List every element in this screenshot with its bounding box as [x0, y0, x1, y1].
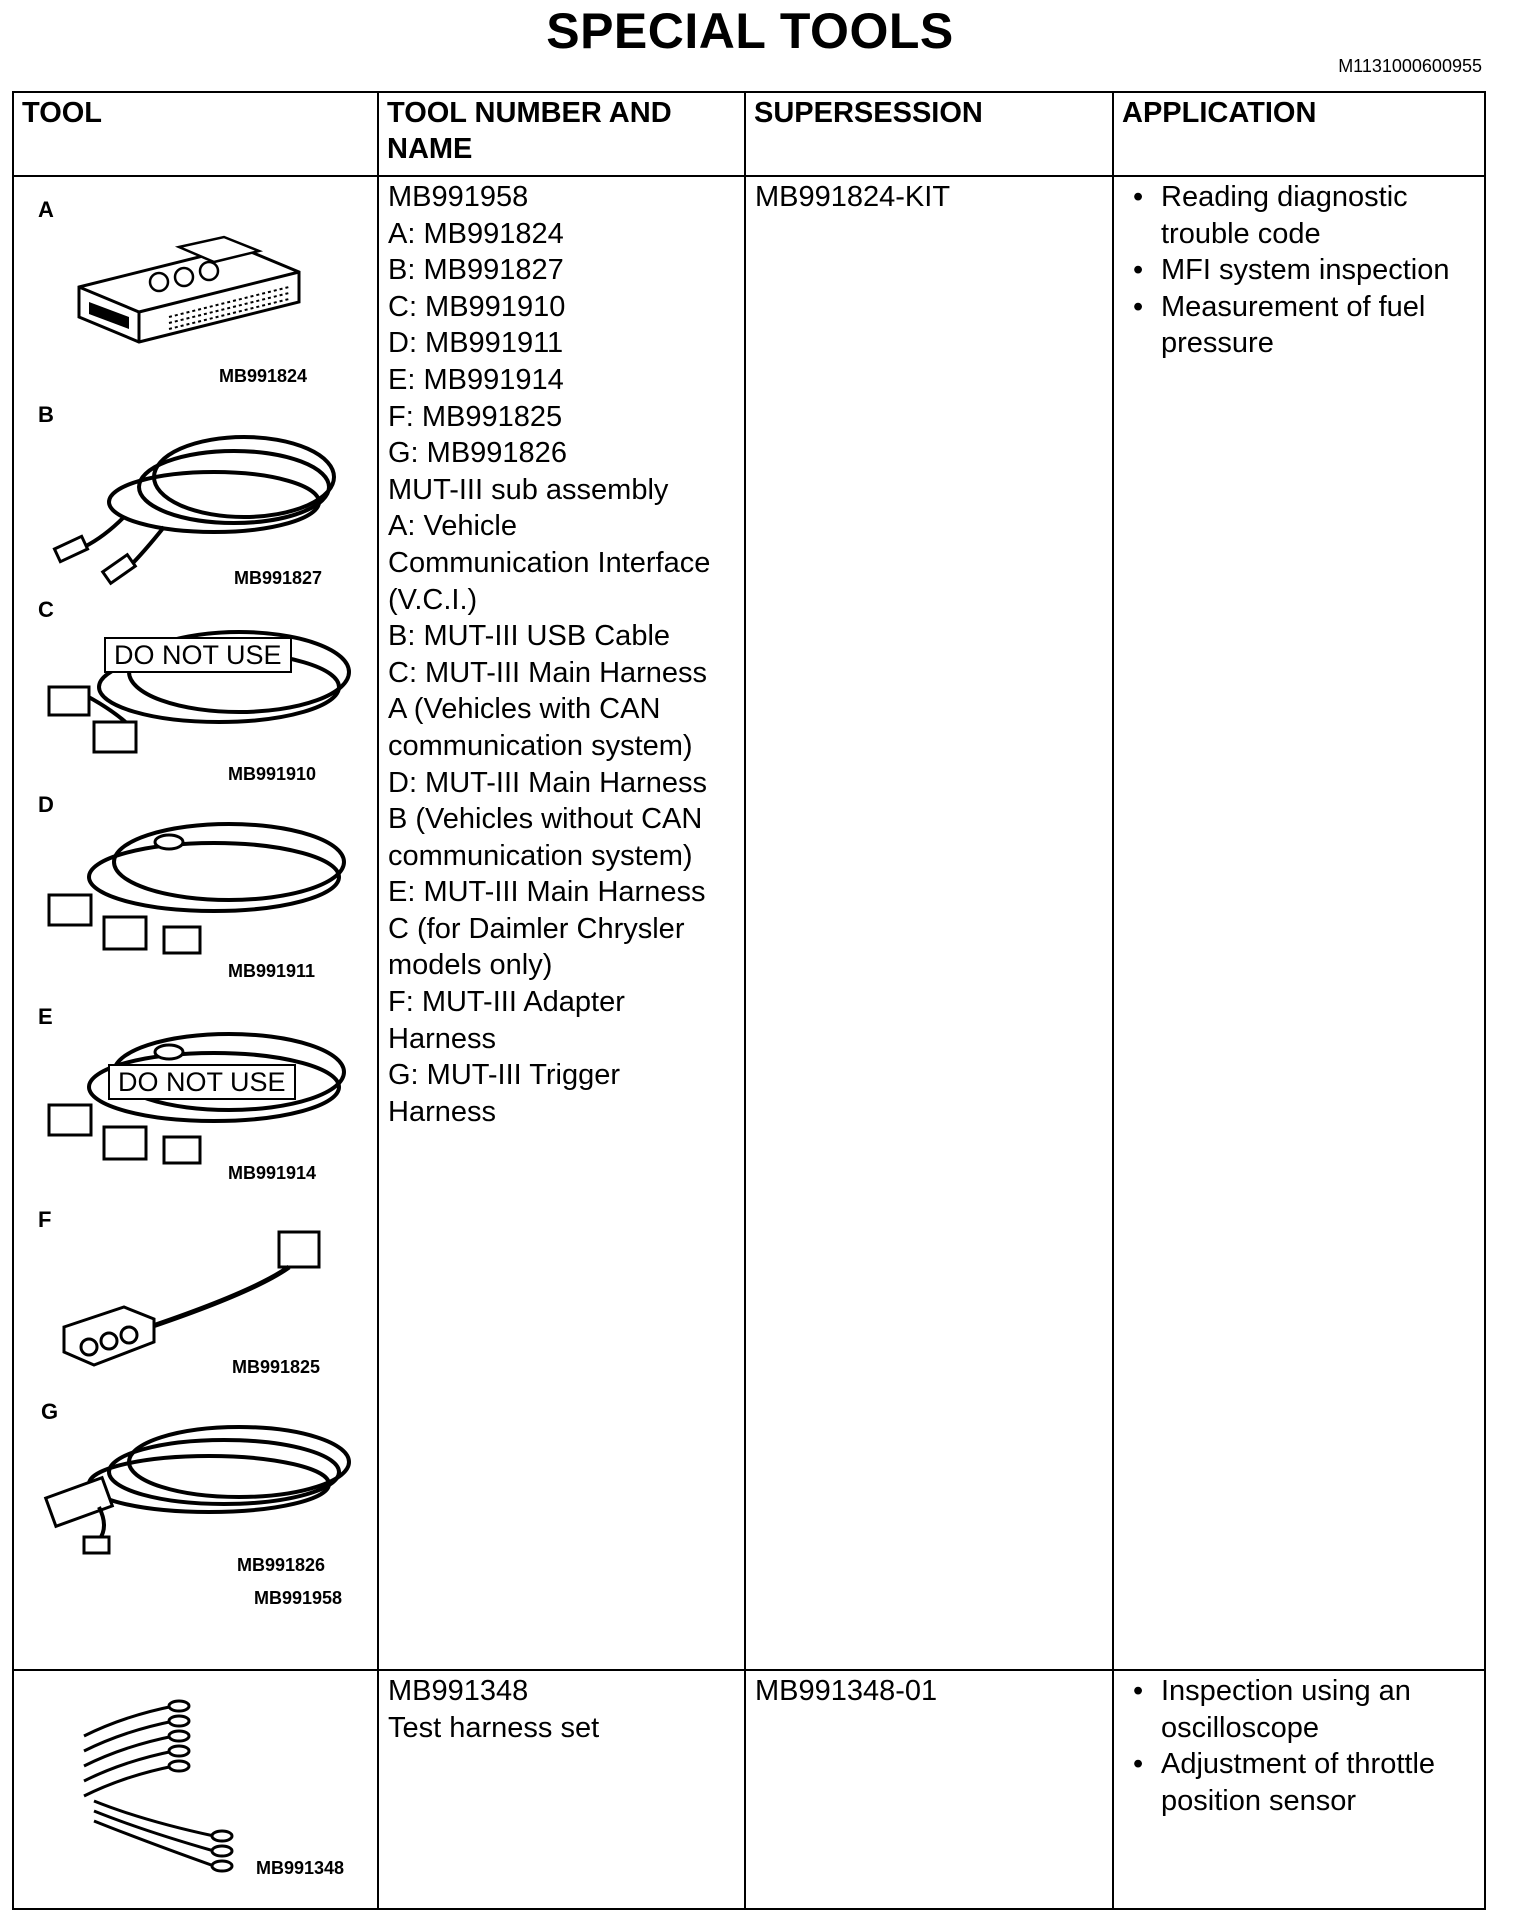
name-line: B (Vehicles without CAN [388, 803, 703, 836]
header-supersession: SUPERSESSION [745, 92, 1113, 176]
tool-letter-f: F [38, 1207, 52, 1232]
application-text: • Reading diagnostic [1161, 181, 1408, 213]
application-text: • Measurement of fuel [1161, 290, 1426, 323]
name-line: A: Vehicle [388, 510, 517, 543]
supersession-value: MB991824-KIT [755, 181, 951, 213]
header-tool: TOOL [13, 92, 378, 176]
supersession-value: MB991348-01 [755, 1675, 938, 1707]
name-line: E: MUT-III Main Harness [388, 876, 706, 909]
main-harness-a-illustration-icon [39, 607, 359, 767]
application-list [1123, 179, 1475, 362]
application-text: pressure [1161, 327, 1274, 360]
application-text: • MFI system inspection [1161, 254, 1450, 287]
list-item [1123, 179, 1475, 252]
do-not-use-warning-e: DO NOT USE [108, 1064, 296, 1100]
name-line: F: MB991825 [388, 400, 563, 433]
name-line: communication system) [388, 729, 693, 762]
name-line: A: MB991824 [388, 217, 564, 250]
header-tool-number-and-name: TOOL NUMBER AND NAME [378, 92, 745, 176]
name-line: E: MB991914 [388, 363, 564, 396]
table-row [13, 1670, 1485, 1909]
application-text: oscilloscope [1161, 1711, 1319, 1744]
application-cell [1113, 1670, 1485, 1909]
header-application: APPLICATION [1113, 92, 1485, 176]
tool-number-and-name-cell [378, 176, 745, 1670]
name-line: D: MUT-III Main Harness [388, 766, 708, 799]
name-line: C: MB991910 [388, 290, 566, 323]
list-item [1123, 1746, 1475, 1819]
name-line: MB991958 [388, 181, 529, 213]
document-id: M1131000600955 [1338, 56, 1482, 76]
adapter-harness-illustration-icon [54, 1217, 344, 1377]
name-line: Communication Interface [388, 546, 711, 579]
trigger-harness-illustration-icon [39, 1412, 359, 1562]
name-line: Harness [388, 1095, 496, 1128]
application-text: trouble code [1161, 217, 1321, 250]
tool-code-a: MB991824 [219, 366, 308, 386]
name-line: C: MUT-III Main Harness [388, 656, 708, 689]
supersession-cell [745, 176, 1113, 1670]
table-row [13, 176, 1485, 1670]
tool-number-and-name-cell [378, 1670, 745, 1909]
tool-images-cell [13, 176, 378, 1670]
tool-letter-b: B [38, 402, 54, 427]
name-line: A (Vehicles with CAN [388, 693, 661, 726]
application-list [1123, 1673, 1475, 1819]
tool-code-c: MB991910 [228, 764, 317, 784]
list-item [1123, 289, 1475, 362]
special-tools-table [12, 91, 1486, 1910]
tool-code-test-harness: MB991348 [256, 1858, 345, 1878]
supersession-cell [745, 1670, 1113, 1909]
name-line: MUT-III sub assembly [388, 473, 669, 506]
usb-cable-illustration-icon [44, 417, 344, 577]
main-harness-b-illustration-icon [39, 807, 359, 967]
name-line: B: MB991827 [388, 254, 564, 287]
application-cell [1113, 176, 1485, 1670]
tool-letter-c: C [38, 597, 54, 622]
name-line: G: MUT-III Trigger [388, 1059, 621, 1092]
application-text: • Adjustment of throttle [1161, 1748, 1436, 1781]
tool-letter-d: D [38, 792, 54, 817]
table-header-row [13, 92, 1485, 176]
name-line: D: MB991911 [388, 327, 564, 360]
do-not-use-warning-c: DO NOT USE [104, 637, 292, 673]
tool-code-b: MB991827 [234, 568, 323, 588]
name-line: F: MUT-III Adapter [388, 986, 625, 1019]
name-line: G: MB991826 [388, 437, 567, 470]
name-line: Test harness set [388, 1711, 600, 1744]
tool-code-g: MB991826 [237, 1555, 326, 1575]
tool-code-e: MB991914 [228, 1163, 317, 1183]
tool-images-cell [13, 1670, 378, 1909]
name-line: (V.C.I.) [388, 583, 478, 616]
tool-code-d: MB991911 [228, 961, 316, 981]
name-line: B: MUT-III USB Cable [388, 620, 671, 653]
name-line: Harness [388, 1022, 496, 1055]
name-line: models only) [388, 949, 553, 982]
kit-code: MB991958 [254, 1588, 343, 1608]
tool-letter-g: G [41, 1399, 59, 1424]
vci-device-illustration-icon [59, 217, 319, 357]
application-text: position sensor [1161, 1784, 1357, 1817]
tool-letter-a: A [38, 197, 54, 222]
list-item [1123, 252, 1475, 289]
page-title: SPECIAL TOOLS [546, 3, 954, 59]
application-text: • Inspection using an [1161, 1675, 1411, 1707]
name-line: MB991348 [388, 1675, 529, 1707]
list-item [1123, 1673, 1475, 1746]
test-harness-illustration-icon [64, 1696, 264, 1876]
name-line: C (for Daimler Chrysler [388, 912, 685, 945]
tool-letter-e: E [38, 1004, 53, 1029]
name-line: communication system) [388, 839, 693, 872]
tool-code-f: MB991825 [232, 1357, 321, 1377]
